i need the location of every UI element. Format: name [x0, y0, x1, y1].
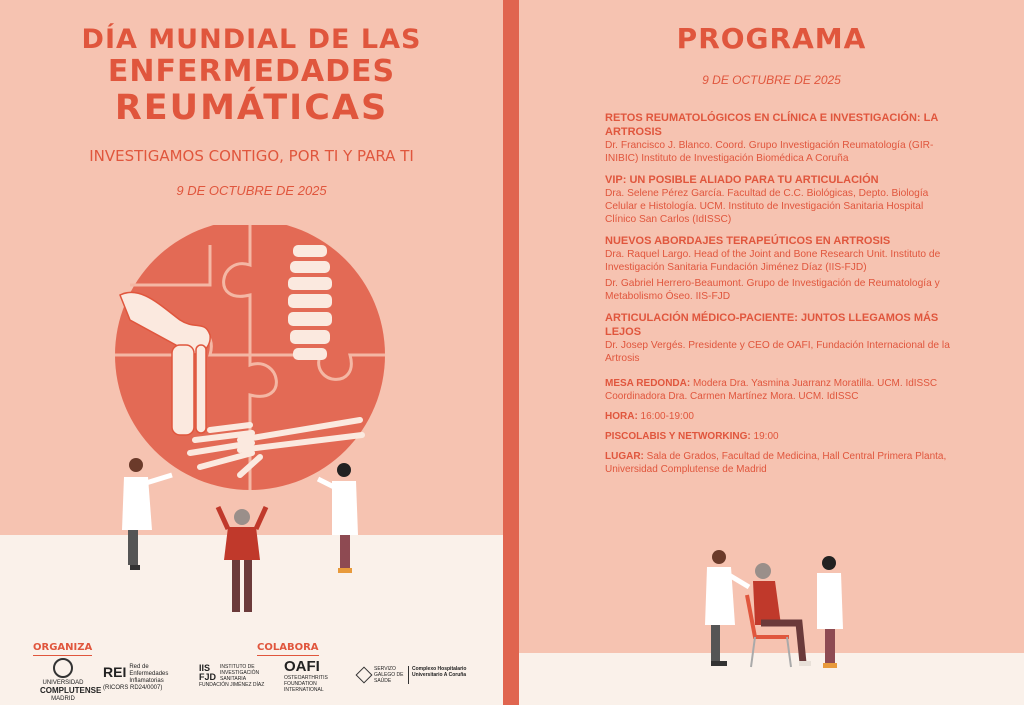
ucm-sub: UNIVERSIDAD — [42, 680, 84, 686]
programa-date: 9 DE OCTUBRE DE 2025 — [702, 73, 841, 87]
session-title: RETOS REUMATOLÓGICOS EN CLÍNICA E INVESTIGACIÓN: LA ARTROSIS — [605, 112, 938, 138]
oafi-text: OSTEOARTHRITIS FOUNDATION INTERNATIONAL — [284, 675, 328, 693]
person-figure-center — [218, 507, 266, 612]
mesa-text: Modera Dra. Yasmina Juarranz Moratilla. UCM. IdISSC — [690, 378, 938, 389]
iis-fjd-logo — [199, 664, 267, 688]
session-desc: Dra. Selene Pérez García. Facultad de C.C. Biológicas, Depto. Biología Celular e Histología. UCM. Instituto de Investigación Sanitaria Hospital Clínico San Carlos (IdISSC) — [605, 188, 929, 225]
iis-sub: FUNDACIÓN JIMÉNEZ DÍAZ — [199, 682, 265, 688]
doctor-figure-right — [318, 463, 358, 573]
center-divider — [503, 0, 519, 705]
ucm-city: MADRID — [51, 696, 75, 702]
title-line-2: ENFERMEDADES — [107, 54, 396, 89]
session-desc-2: Dr. Gabriel Herrero-Beaumont. Grupo de Investigación de Reumatología y Metabolismo Óseo. IIS-FJD — [605, 278, 940, 302]
ucm-logo — [40, 658, 102, 703]
puzzle-illustration — [100, 225, 400, 625]
session-desc: Dr. Josep Vergés. Presidente y CEO de OAFI, Fundación Internacional de la Artrosis — [605, 340, 950, 364]
session-item — [605, 234, 951, 303]
rei-logo — [103, 664, 175, 692]
organiza-label: ORGANIZA — [33, 642, 93, 653]
doctor-figure-left — [122, 458, 172, 570]
rei-mark: REI — [103, 664, 127, 680]
rei-code: (RICORS RD24/0007) — [103, 685, 163, 691]
piscolabis-value: 19:00 — [750, 431, 779, 442]
title-line-3: REUMÁTICAS — [114, 88, 389, 128]
tagline: INVESTIGAMOS CONTIGO, POR TI Y PARA TI — [89, 147, 414, 165]
session-title: NUEVOS ABORDAJES TERAPEÚTICOS EN ARTROSIS — [605, 235, 891, 247]
iis-mark: IIS FJD — [199, 663, 217, 682]
session-item — [605, 173, 951, 226]
session-item — [605, 111, 951, 165]
session-desc: Dra. Raquel Largo. Head of the Joint and Bone Research Unit. Instituto de Investigación Sanitaria Fundación Jiménez Díaz (IIS-FJD) — [605, 249, 941, 273]
right-panel — [519, 0, 1024, 705]
iis-text: INSTITUTO DE INVESTIGACIÓN SANITARIA — [220, 664, 260, 682]
session-title: VIP: UN POSIBLE ALIADO PARA TU ARTICULACIÓN — [605, 174, 879, 186]
sergas-text: SERVIZO GALEGO DE SAÚDE — [374, 666, 404, 684]
chuac-text: Complexo Hospitalario Universitario A Coruña — [408, 666, 474, 684]
programa-title: PROGRAMA — [676, 22, 867, 55]
lugar-label: LUGAR: — [605, 451, 644, 462]
mesa-label: MESA REDONDA: — [605, 378, 691, 389]
hora-value: 16:00-19:00 — [637, 411, 694, 422]
piscolabis — [605, 430, 951, 443]
colabora-label: COLABORA — [257, 642, 319, 653]
hora-label: HORA: — [605, 411, 638, 422]
ucm-name: COMPLUTENSE — [40, 686, 102, 695]
patient-figure — [753, 563, 811, 666]
seal-icon — [53, 658, 73, 678]
doctor-figure-seated-right — [817, 556, 843, 668]
mesa-text-2: Coordinadora Dra. Carmen Martínez Mora. UCM. IdISSC — [605, 391, 859, 402]
hora — [605, 410, 951, 423]
piscolabis-label: PISCOLABIS Y NETWORKING: — [605, 431, 751, 442]
oafi-mark: OAFI — [284, 658, 320, 675]
sergas-logo — [358, 666, 476, 684]
session-desc: Dr. Francisco J. Blanco. Coord. Grupo Investigación Reumatología (GIR-INIBIC) Instituto de Investigación Biomédica A Coruña — [605, 140, 934, 164]
mesa-redonda — [605, 377, 951, 403]
session-item — [605, 311, 951, 365]
event-date: 9 DE OCTUBRE DE 2025 — [176, 183, 327, 198]
consultation-illustration — [699, 545, 859, 675]
lugar-value: Sala de Grados, Facultad de Medicina, Hall Central Primera Planta, Universidad Complutense de Madrid — [605, 451, 947, 475]
oafi-logo — [284, 658, 342, 693]
sergas-icon — [356, 667, 373, 684]
left-panel — [0, 0, 503, 705]
session-title: ARTICULACIÓN MÉDICO-PACIENTE: JUNTOS LLEGAMOS MÁS LEJOS — [605, 312, 939, 338]
rei-text: Red de Enfermedades Inflamatorias — [129, 664, 169, 684]
session-list — [605, 111, 951, 483]
spine-icon — [288, 245, 332, 360]
doctor-figure-seated-left — [705, 550, 749, 666]
title-line-1: DÍA MUNDIAL DE LAS — [81, 24, 422, 55]
lugar — [605, 450, 951, 476]
